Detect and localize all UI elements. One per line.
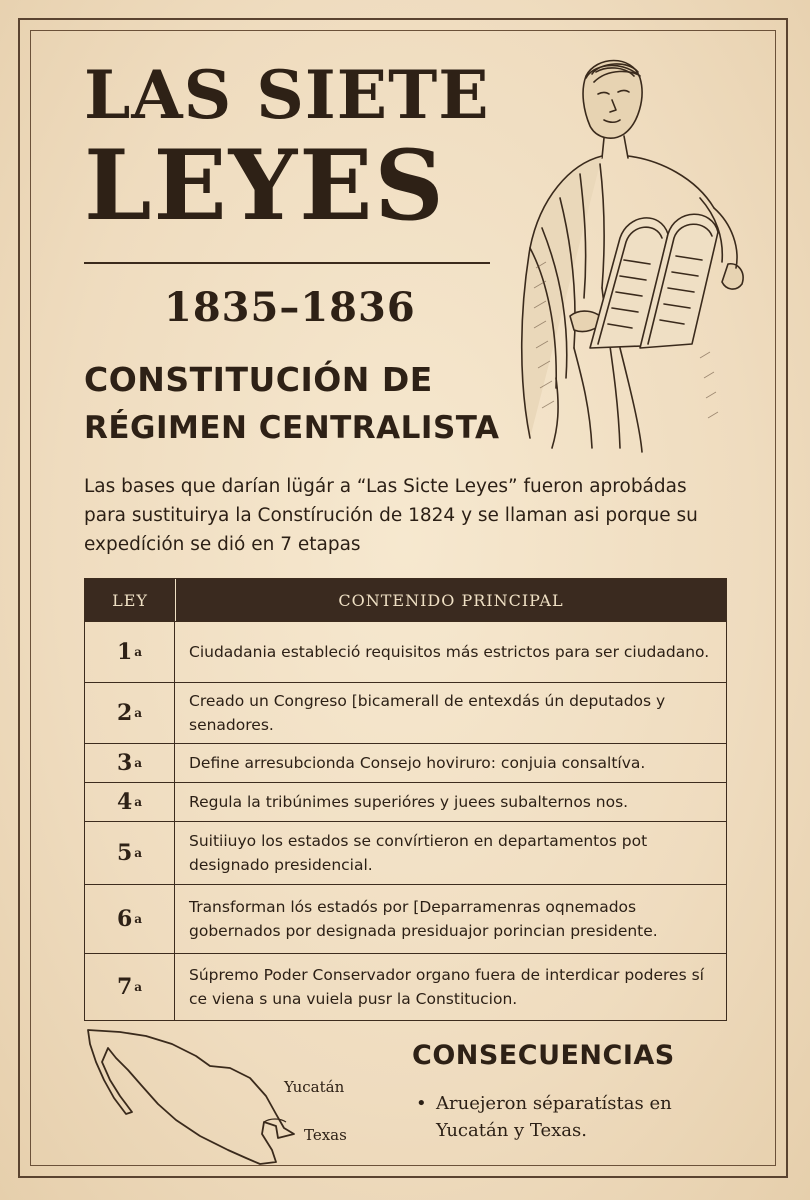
intro-paragraph: Las bases que darían lügár a “Las Sicte Leyes” fueron aprobádas para sustituirya la Constírución de 1824 y se llaman asi porque su expedíción se dió en 7 etapas — [84, 476, 698, 555]
figure-with-tablets-illustration — [500, 48, 762, 460]
subtitle-line-1: CONSTITUCIÓN DE — [84, 360, 433, 399]
years: 1835–1836 — [164, 284, 416, 331]
table-row — [85, 743, 726, 782]
mexico-outline-illustration — [80, 1022, 380, 1172]
title-line-2: LEYES — [84, 129, 446, 242]
law-description: Transforman lós estadós por [Deparramenras oqnemados gobernados por designada presiduajor porincian presidente. — [189, 898, 658, 940]
table-header — [85, 579, 726, 621]
law-number: 5 a — [85, 822, 175, 884]
table-row — [85, 682, 726, 743]
law-description: Regula la tribúnimes superióres y juees subalternos nos. — [189, 793, 629, 811]
law-description: Creado un Congreso [bicamerall de entexdás ún deputados y senadores. — [189, 692, 666, 734]
subtitle-line-2: RÉGIMEN CENTRALISTA — [84, 410, 500, 446]
laws-table — [84, 578, 727, 1021]
title-line-1: LAS SIETE — [84, 56, 490, 134]
law-description: Define arresubcionda Consejo hoviruro: conjuia consaltíva. — [189, 754, 646, 772]
table-row — [85, 953, 726, 1020]
map-label-yucatan: Yucatán — [284, 1078, 345, 1096]
law-description: Suitiiuyo los estados se convírtieron en departamentos pot designado presidencial. — [189, 832, 648, 874]
header-ley: LEY — [85, 579, 176, 621]
law-number: 3 a — [85, 744, 175, 782]
consequence-item: • Aruejeron séparatístas en Yucatán y Texas. — [412, 1090, 732, 1144]
consequences-list — [412, 1090, 732, 1144]
header-contenido: CONTENIDO PRINCIPAL — [338, 590, 564, 610]
law-number: 2 a — [85, 683, 175, 743]
map-label-texas: Texas — [304, 1126, 347, 1144]
title-divider — [84, 262, 490, 264]
table-row — [85, 782, 726, 821]
table-row — [85, 884, 726, 953]
law-number: 1 a — [85, 622, 175, 682]
table-row — [85, 821, 726, 884]
law-number: 7 a — [85, 954, 175, 1020]
table-row — [85, 621, 726, 682]
law-description: Súpremo Poder Conservador organo fuera de interdicar poderes sí ce viena s una vuiela pusr la Constitucion. — [189, 966, 704, 1008]
consequences-title: CONSECUENCIAS — [412, 1040, 675, 1071]
mexico-map — [80, 1022, 380, 1172]
law-number: 4 a — [85, 783, 175, 821]
law-number: 6 a — [85, 885, 175, 953]
law-description: Ciudadania estableció requisitos más estrictos para ser ciudadano. — [189, 643, 710, 661]
